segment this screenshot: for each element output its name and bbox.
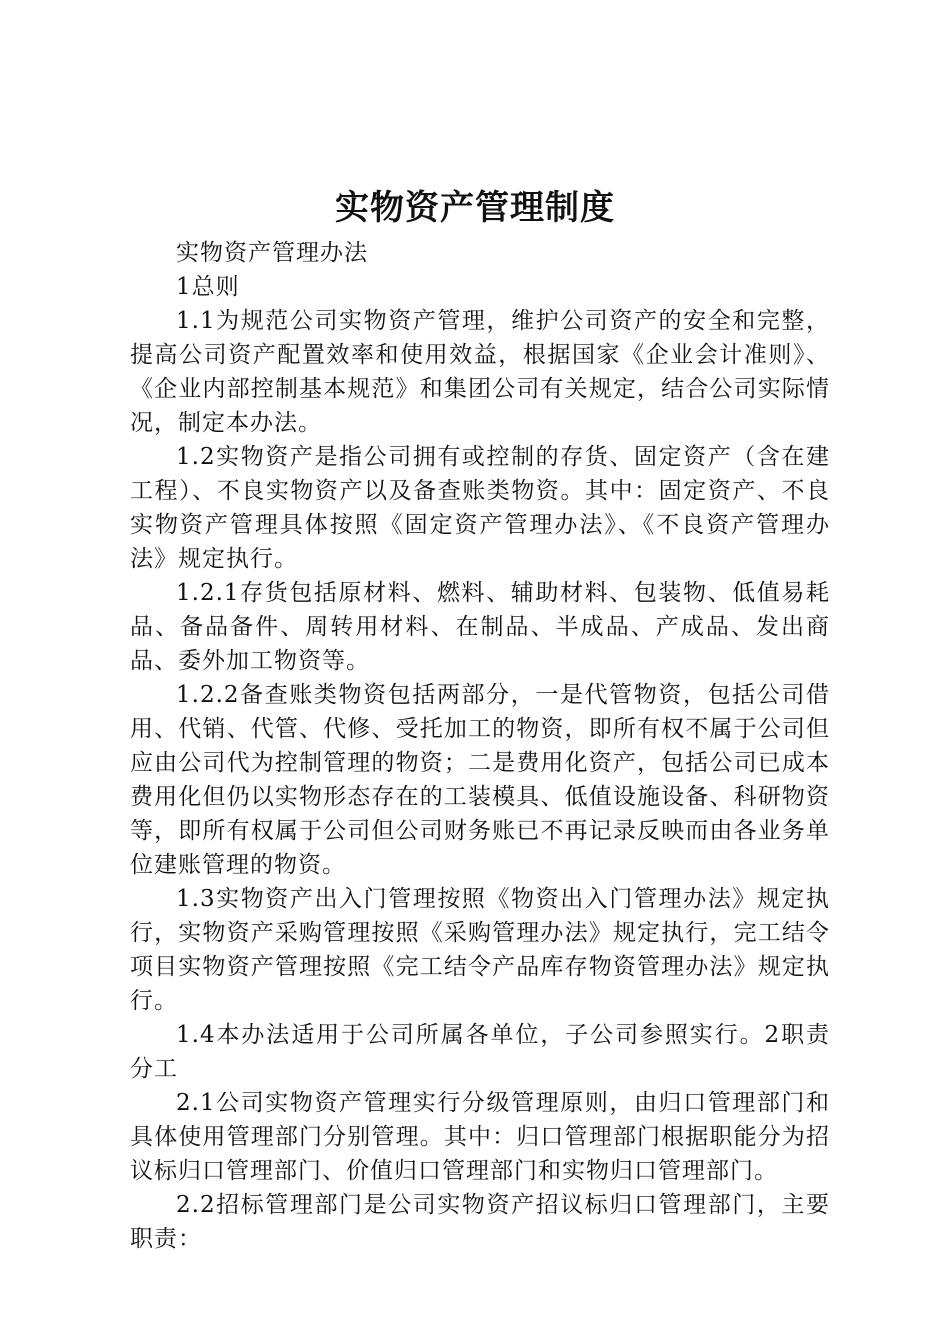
document-title: 实物资产管理制度 xyxy=(335,188,615,228)
paragraph-1-4: 1.4本办法适用于公司所属各单位，子公司参照实行。2职责分工 xyxy=(130,1022,830,1082)
paragraph-1-2: 1.2实物资产是指公司拥有或控制的存货、固定资产（含在建工程）、不良实物资产以及备查账类物资。其中：固定资产、不良实物资产管理具体按照《固定资产管理办法》、《不良资产管理办法》规定执行。 xyxy=(130,444,830,572)
paragraph-1-2-2: 1.2.2备查账类物资包括两部分，一是代管物资，包括公司借用、代销、代管、代修、受托加工的物资，即所有权不属于公司但应由公司代为控制管理的物资；二是费用化资产，包括公司已成本费用化但仍以实物形态存在的工装模具、低值设施设备、科研物资等，即所有权属于公司但公司财务账已不再记录反映而由各业务单位建账管理的物资。 xyxy=(130,682,830,878)
paragraph-2-1: 2.1公司实物资产管理实行分级管理原则，由归口管理部门和具体使用管理部门分别管理。其中：归口管理部门根据职能分为招议标归口管理部门、价值归口管理部门和实物归口管理部门。 xyxy=(130,1090,830,1184)
paragraph-subtitle: 实物资产管理办法 xyxy=(176,240,368,266)
paragraph-2-2: 2.2招标管理部门是公司实物资产招议标归口管理部门，主要职责： xyxy=(130,1192,830,1252)
paragraph-1-3: 1.3实物资产出入门管理按照《物资出入门管理办法》规定执行，实物资产采购管理按照《采购管理办法》规定执行，完工结令项目实物资产管理按照《完工结令产品库存物资管理办法》规定执行。 xyxy=(130,886,830,1014)
paragraph-1-2-1: 1.2.1存货包括原材料、燃料、辅助材料、包装物、低值易耗品、备品备件、周转用材料、在制品、半成品、产成品、发出商品、委外加工物资等。 xyxy=(130,580,830,674)
document-body xyxy=(130,236,830,1256)
paragraph-section-1-heading: 1总则 xyxy=(176,274,240,300)
paragraph-1-1: 1.1为规范公司实物资产管理，维护公司资产的安全和完整，提高公司资产配置效率和使用效益，根据国家《企业会计准则》、《企业内部控制基本规范》和集团公司有关规定，结合公司实际情况，制定本办法。 xyxy=(130,308,830,436)
